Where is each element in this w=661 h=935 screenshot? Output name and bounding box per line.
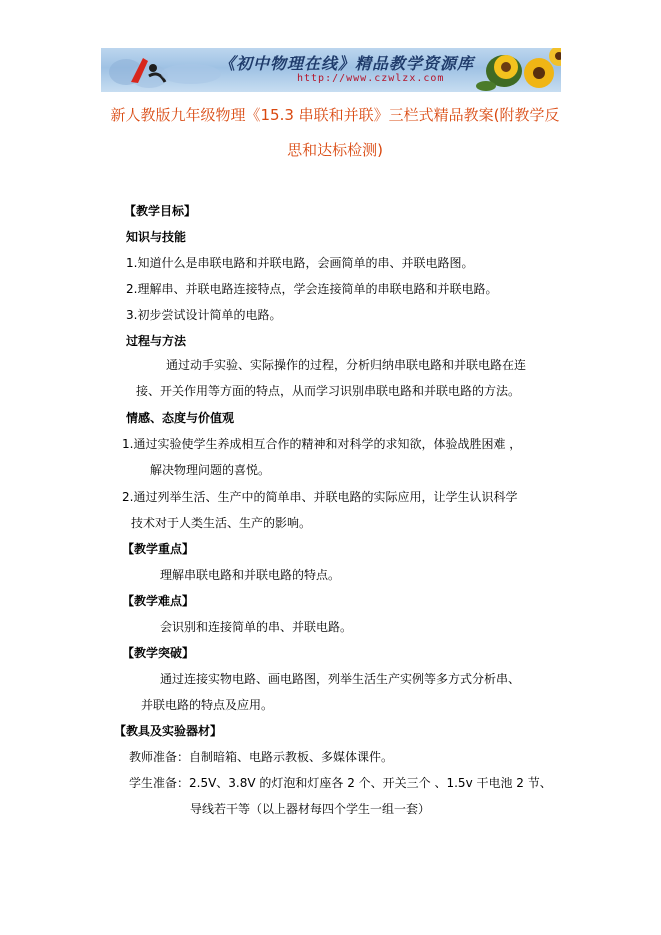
emotion-item-1-line2: 解决物理问题的喜悦。 xyxy=(150,463,271,477)
emotion-item-2-line2: 技术对于人类生活、生产的影响。 xyxy=(131,516,312,530)
student-prep-line2: 导线若干等（以上器材每四个学生一组一套） xyxy=(190,802,431,816)
knowledge-item-3: 3.初步尝试设计简单的电路。 xyxy=(126,308,282,322)
process-text-line2: 接、开关作用等方面的特点，从而学习识别串联电路和并联电路的方法。 xyxy=(136,384,521,398)
heading-breakthrough: 【教学突破】 xyxy=(122,646,195,660)
heading-tools: 【教具及实验器材】 xyxy=(114,724,223,738)
key-point-text: 理解串联电路和并联电路的特点。 xyxy=(160,568,341,582)
knowledge-item-2: 2.理解串、并联电路连接特点，学会连接简单的串联电路和并联电路。 xyxy=(126,282,498,296)
knowledge-item-1: 1.知道什么是串联电路和并联电路，会画简单的串、并联电路图。 xyxy=(126,256,474,270)
breakthrough-text-line1: 通过连接实物电路、画电路图，列举生活生产实例等多方式分析串、 xyxy=(160,672,521,686)
emotion-item-1-line1: 1.通过实验使学生养成相互合作的精神和对科学的求知欲，体验战胜困难 ， xyxy=(122,437,522,451)
breakthrough-text-line2: 并联电路的特点及应用。 xyxy=(141,698,274,712)
teacher-prep: 教师准备：自制暗箱、电路示教板、多媒体课件。 xyxy=(129,750,394,764)
doc-title-line1: 新人教版九年级物理《15.3 串联和并联》三栏式精品教案(附教学反 xyxy=(110,106,560,124)
header-banner xyxy=(101,48,561,92)
banner-url: http://www.czwlzx.com xyxy=(297,73,445,84)
difficulty-text: 会识别和连接简单的串、并联电路。 xyxy=(160,620,353,634)
heading-teaching-goal: 【教学目标】 xyxy=(124,204,197,218)
student-prep-line1: 学生准备：2.5V、3.8V 的灯泡和灯座各 2 个、开关三个 、1.5v 干电池 2 节、 xyxy=(129,776,552,790)
heading-key-point: 【教学重点】 xyxy=(122,542,195,556)
banner-title: 《初中物理在线》精品教学资源库 xyxy=(219,54,475,73)
emotion-item-2-line1: 2.通过列举生活、生产中的简单串、并联电路的实际应用，让学生认识科学 xyxy=(122,490,518,504)
process-text-line1: 通过动手实验、实际操作的过程，分析归纳串联电路和并联电路在连 xyxy=(166,358,527,372)
heading-process-method: 过程与方法 xyxy=(126,334,187,348)
heading-difficulty: 【教学难点】 xyxy=(122,594,195,608)
heading-emotion-values: 情感、态度与价值观 xyxy=(126,411,235,425)
heading-knowledge-skills: 知识与技能 xyxy=(126,230,187,244)
doc-title-line2: 思和达标检测) xyxy=(287,141,383,159)
